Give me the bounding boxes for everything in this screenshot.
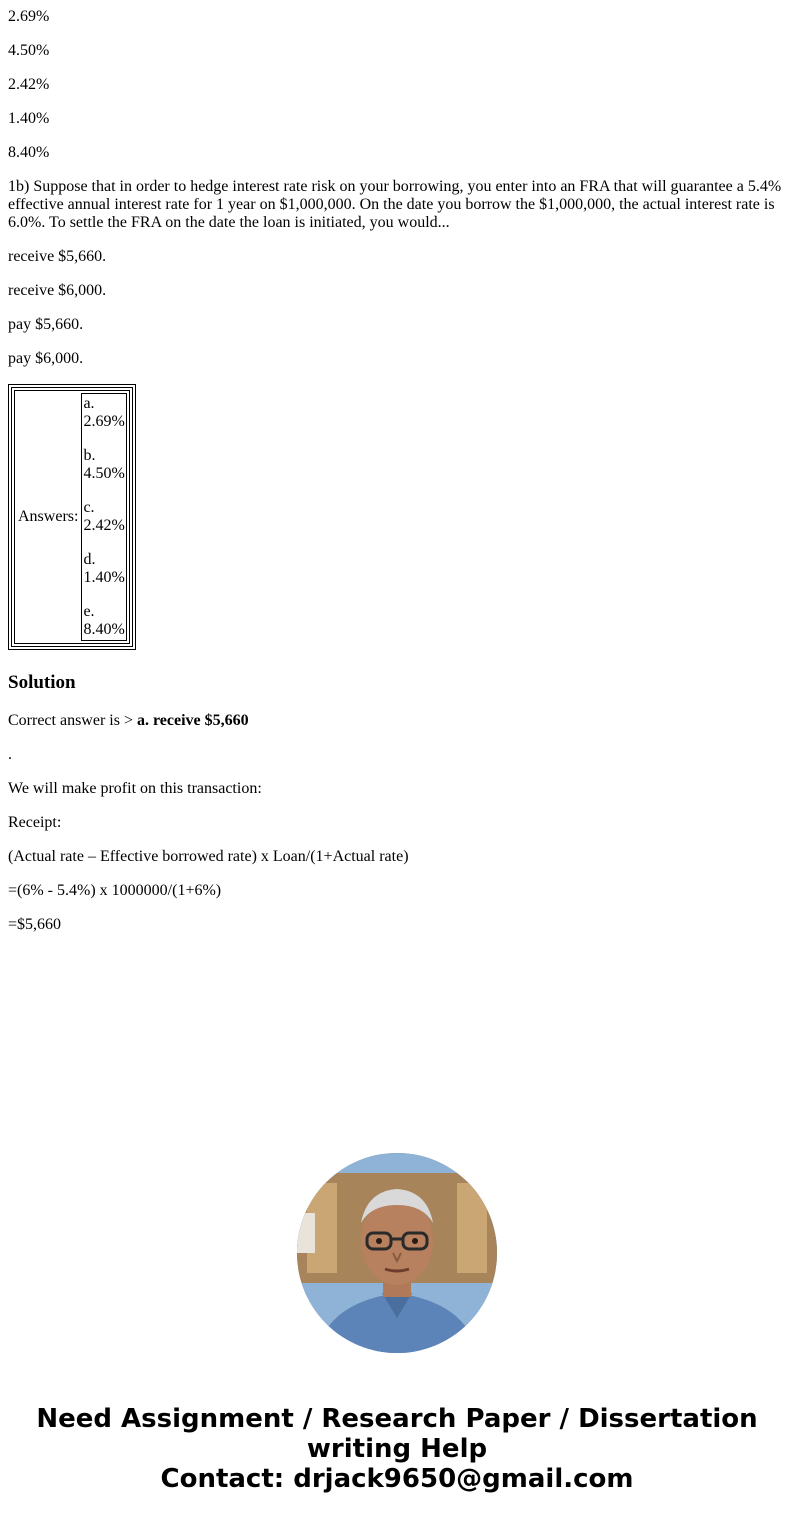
answer-value: 1.40%	[83, 569, 125, 586]
avatar	[297, 1153, 497, 1353]
solution-line: We will make profit on this transaction:	[8, 780, 262, 797]
q1b-option: pay $5,660.	[8, 316, 84, 333]
answer-key: a.	[83, 395, 95, 412]
correct-answer-line	[8, 712, 786, 730]
q1-option: 2.69%	[8, 8, 50, 25]
answer-value: 4.50%	[83, 465, 125, 482]
avatar-portrait-icon	[297, 1153, 497, 1353]
correct-answer-prefix: Correct answer is >	[8, 712, 137, 729]
q1b-option: receive $5,660.	[8, 248, 107, 265]
solution-line: =(6% - 5.4%) x 1000000/(1+6%)	[8, 882, 222, 899]
document-body	[8, 8, 786, 950]
answer-key: d.	[83, 551, 96, 568]
answers-label: Answers:	[18, 508, 79, 525]
solution-line: =$5,660	[8, 916, 62, 933]
solution-dot: .	[8, 746, 12, 763]
answers-table	[8, 384, 136, 650]
q1b-question: 1b) Suppose that in order to hedge interest rate risk on your borrowing, you enter into an FRA that will guarantee a 5.4% effective annual interest rate for 1 year on $1,000,000. On the date you borrow the $1,000,000, the actual interest rate is 6.0%. To settle the FRA on the date the loan is initiated, you would...	[8, 178, 782, 231]
q1-option: 1.40%	[8, 110, 50, 127]
solution-line: Receipt:	[8, 814, 62, 831]
q1b-option: receive $6,000.	[8, 282, 107, 299]
answers-list	[81, 393, 126, 641]
answer-value: 2.42%	[83, 517, 125, 534]
promo-contact: Contact: drjack9650@gmail.com	[160, 1464, 634, 1494]
q1-option: 4.50%	[8, 42, 50, 59]
answer-key: b.	[83, 447, 96, 464]
q1-option: 8.40%	[8, 144, 50, 161]
correct-answer: a. receive $5,660	[136, 712, 249, 729]
solution-heading: Solution	[8, 672, 76, 693]
answers-inner-table	[14, 390, 130, 644]
answers-table-cell	[11, 387, 133, 647]
answer-value: 8.40%	[83, 621, 125, 638]
promo-line: Need Assignment / Research Paper / Dissertation	[36, 1404, 758, 1434]
answer-key: c.	[83, 499, 95, 516]
q1-option: 2.42%	[8, 76, 50, 93]
q1b-option: pay $6,000.	[8, 350, 84, 367]
promo-banner	[0, 1404, 794, 1494]
promo-line: writing Help	[306, 1434, 488, 1464]
answer-key: e.	[83, 603, 95, 620]
solution-line: (Actual rate – Effective borrowed rate) x Loan/(1+Actual rate)	[8, 848, 409, 865]
answer-value: 2.69%	[83, 413, 125, 430]
